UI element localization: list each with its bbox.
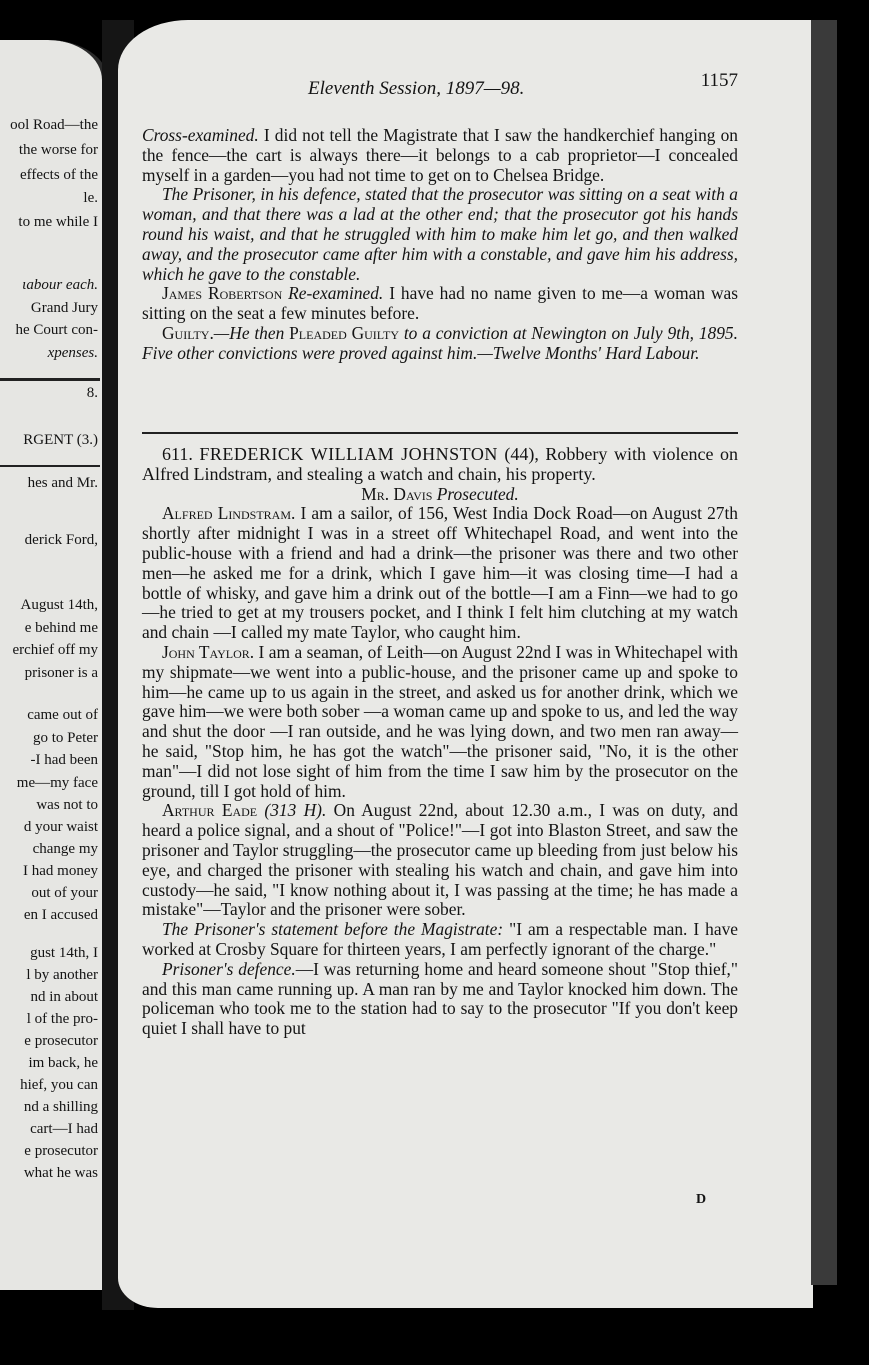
left-page-rule (0, 465, 100, 467)
verdict-text-2: to a conviction at Newington on July 9th, 1895. Five other convictions were proved against him.—Twelve Months' Hard Labour. (142, 322, 738, 363)
witness-eade: Arthur Eade (162, 800, 258, 821)
re-examination-paragraph (142, 284, 738, 324)
guilty-label: Guilty. (162, 322, 214, 343)
left-page-line: was not to (36, 797, 98, 813)
case-charge: (44), Robbery with violence on Alfred Lindstram, and stealing a watch and chain, his property. (142, 444, 739, 484)
page-header (128, 70, 738, 100)
left-page-line: gust 14th, I (30, 945, 98, 961)
section-prior-case (142, 126, 738, 364)
running-title: Eleventh Session, 1897—98. (308, 78, 525, 99)
left-page-line: e behind me (24, 620, 98, 636)
witness-lindstram: Alfred Lindstram. (162, 503, 296, 524)
testimony-taylor-text: I am a seaman, of Leith—on August 22nd I was in Whitechapel with my shipmate—we went into a public-house, and the prisoner came up and spoke to him—he came up to us again in the street, and asked us for another drink, which we gave him—we were both sober —a woman came up and spoke to us, and led the way and shut the door —I ran outside, and he was lying down, and two men ran away—he said, "Stop him, he has got the watch"—the prisoner said, "No, it is the other man"—I did not lose sight of him from the time I saw him by the prosecutor on the ground, till I got hold of him. (142, 641, 738, 801)
witness-eade-badge: (313 H). (257, 800, 327, 821)
left-page-line: out of your (31, 885, 98, 901)
verdict-paragraph (142, 324, 738, 364)
left-page-line: effects of the (19, 167, 98, 183)
left-page-line: d your waist (23, 819, 98, 835)
left-page-line: e prosecutor (24, 1143, 98, 1159)
prosecuted-label: Prosecuted. (432, 483, 519, 504)
left-page-line: to me while I (18, 214, 98, 230)
left-page-line: en I accused (23, 907, 98, 923)
left-page-line: ɩabour each. (22, 277, 98, 293)
witness-taylor: John Taylor. (162, 641, 255, 662)
page-edge (811, 20, 837, 1285)
prisoner-statement-label: The Prisoner's statement before the Magistrate: (162, 919, 504, 940)
prisoner-defence-label: The Prisoner, (162, 184, 256, 205)
left-page-line: nd in about (30, 989, 98, 1005)
prisoner-statement-text: "I am a respectable man. I have worked at Crosby Square for thirteen years, I am perfectly ignorant of the charge." (142, 919, 738, 959)
left-page-fragment (0, 40, 108, 1290)
left-page-line: le. (83, 190, 98, 206)
left-page-line: hes and Mr. (27, 475, 98, 491)
case-heading (142, 445, 738, 485)
signature-mark: D (696, 1192, 707, 1207)
left-page-line: Grand Jury (30, 300, 98, 316)
left-page-line: I had money (23, 863, 98, 879)
re-examined-label: Re-examined. (282, 283, 384, 304)
left-page-line: erchief off my (12, 642, 98, 658)
left-page-line: l by another (26, 967, 98, 983)
left-page-line: cart—I had (30, 1121, 98, 1137)
prosecutor-counsel: Mr. Davis (361, 483, 433, 504)
witness-name: James Robertson (162, 283, 283, 304)
left-page-line: derick Ford, (24, 532, 98, 548)
testimony-taylor (142, 643, 738, 801)
prisoner-defence-paragraph (142, 185, 738, 284)
defendant-name: FREDERICK WILLIAM JOHNSTON (199, 444, 498, 464)
left-page-line: prisoner is a (24, 665, 98, 681)
left-page-line: the worse for (18, 142, 98, 158)
page-number: 1157 (700, 70, 738, 91)
left-page-line: RGENT (3.) (23, 432, 98, 448)
testimony-eade-text: On August 22nd, about 12.30 a.m., I was on duty, and heard a police signal, and a shout of "Police!"—I got into Blaston Street, and saw the prisoner and Taylor struggling—the prosecutor came up bleeding from just below his eye, and charged the prisoner with stealing his watch and chain, and gave him into custody—he said, "I know nothing about it, I was passing at the time; he has made a mistake"—Taylor and the prisoner were sober. (142, 800, 738, 920)
left-page-line: nd a shilling (23, 1099, 98, 1115)
left-page-line: me—my face (16, 775, 98, 791)
prisoner-statement (142, 920, 738, 960)
prisoner-defence-611-label: Prisoner's defence. (162, 958, 296, 979)
case-611 (142, 445, 738, 1039)
prosecution-line (142, 485, 738, 505)
cross-examined-label: Cross-examined. (142, 125, 259, 145)
left-page-line: -I had been (30, 752, 98, 768)
left-page-rule (0, 378, 100, 381)
testimony-lindstram (142, 504, 738, 643)
left-page-line: 8. (86, 385, 98, 401)
prisoner-defence-text: in his defence, stated that the prosecutor was sitting on a seat with a woman, and that there was a lad at the other end; that the prosecutor got his hands round his waist, and that he struggled with him to make him let go, and then walked away, and the prosecutor came after him with a constable, and gave him his address, which he gave to the constable. (142, 184, 738, 284)
cross-examination-paragraph (142, 126, 738, 185)
prisoner-defence (142, 960, 738, 1039)
prisoner-defence-611-text: —I was returning home and heard someone shout "Stop thief," and this man came running up. A man ran by me and Taylor knocked him down. The policeman who took me to the station had to say to the prosecutor "If you don't keep quiet I shall have to put (142, 958, 739, 1039)
left-page-line: hief, you can (20, 1077, 98, 1093)
testimony-eade (142, 801, 738, 920)
left-page-line: im back, he (28, 1055, 98, 1071)
left-page-line: ool Road—the (10, 117, 98, 133)
pleaded-guilty: Pleaded Guilty (289, 322, 400, 343)
left-page-line: change my (32, 841, 98, 857)
cross-examined-text: I did not tell the Magistrate that I saw the handkerchief hanging on the fence—the cart is always there—it belongs to a cab proprietor—I concealed myself in a garden—you had not time to get on to Chelsea Bridge. (142, 125, 738, 185)
left-page-line: came out of (27, 707, 98, 723)
left-page-line: go to Peter (33, 730, 98, 746)
verdict-text-1: —He then (213, 322, 290, 343)
left-page-line: August 14th, (20, 597, 98, 613)
case-divider (142, 432, 738, 434)
left-page-line: e prosecutor (24, 1033, 98, 1049)
left-page-line: what he was (23, 1165, 98, 1181)
re-examined-text: I have had no name given to me—a woman was sitting on the seat a few minutes before. (142, 283, 738, 324)
left-page-line: l of the pro- (26, 1011, 98, 1027)
left-page-line: he Court con- (15, 322, 98, 338)
testimony-lindstram-text: I am a sailor, of 156, West India Dock Road—on August 27th shortly after midnight I was in a street off Whitechapel Road, and went into the public-house with a friend and had a drink—the prisoner was there and two other men—he asked me for a drink, which I gave him—it was closing time—I had a bottle of whisky, and gave him a drink out of the bottle—I am a Finn—we had to go—he tried to get at my trousers pocket, and I think I felt him clutching at my watch and chain —I called my mate Taylor, who caught him. (142, 503, 738, 643)
left-page-line: xpenses. (47, 345, 98, 361)
case-number: 611. (162, 444, 193, 464)
